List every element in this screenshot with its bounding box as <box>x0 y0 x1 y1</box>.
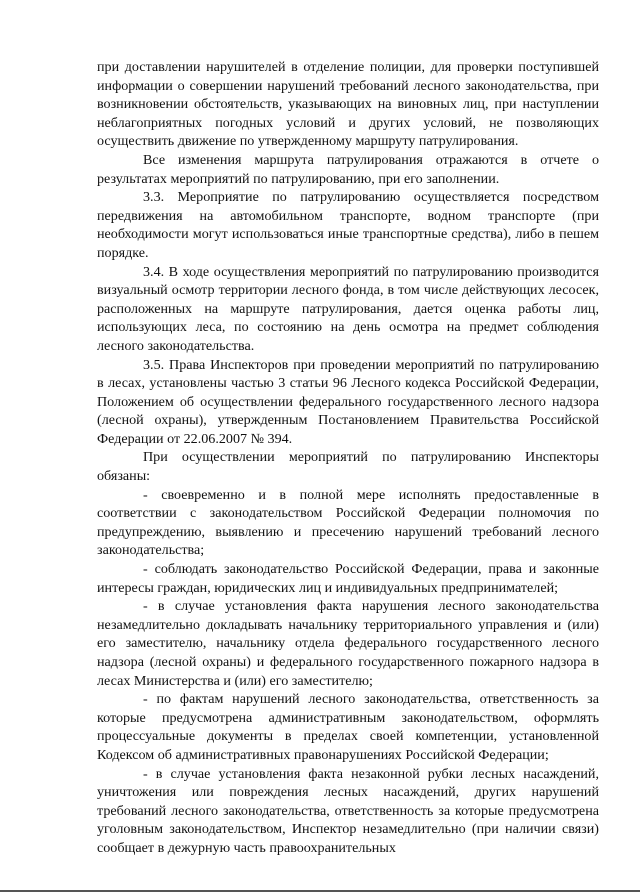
list-item-obligation-2: - соблюдать законодательство Российской Федерации, права и законные интересы граждан, юридических лиц и индивидуальных предпринимателей; <box>97 561 599 596</box>
list-item-obligation-5: - в случае установления факта незаконной рубки лесных насаждений, уничтожения или повреждения лесных насаждений, других нарушений требований лесного законодательства, ответственность за которые предусмотрена уголовным законодательством, Инспектор незамедлительно (при наличии связи) сообщает в дежурную часть правоохранительных <box>97 765 599 856</box>
paragraph-3-5: 3.5. Права Инспекторов при проведении мероприятий по патрулированию в лесах, установлены частью 3 статьи 96 Лесного кодекса Российской Федерации, Положением об осуществлении федерального государственного лесного надзора (лесной охраны), утвержденным Постановлением Правительства Российской Федерации от 22.06.2007 № 394. <box>97 356 599 447</box>
list-item-obligation-1: - своевременно и в полной мере исполнять предоставленные в соответствии с законодательством Российской Федерации полномочия по предупреждению, выявлению и пресечению нарушений требований лесного законодательства; <box>97 486 599 559</box>
list-item-obligation-3: - в случае установления факта нарушения лесного законодательства незамедлительно докладывать начальнику территориального управления и (или) его заместителю, начальнику отдела федерального государственного лесного надзора (лесной охраны) и федерального государственного пожарного надзора в лесах Министерства и (или) его заместителю; <box>97 598 599 689</box>
document-body <box>97 58 599 858</box>
paragraph-route-changes: Все изменения маршрута патрулирования отражаются в отчете о результатах мероприятий по патрулированию, при его заполнении. <box>97 151 599 187</box>
paragraph-3-4: 3.4. В ходе осуществления мероприятий по патрулированию производится визуальный осмотр территории лесного фонда, в том числе действующих лесосек, расположенных на маршруте патрулирования, дается оценка работы лиц, использующих леса, по состоянию на день осмотра на предмет соблюдения лесного законодательства. <box>97 263 599 354</box>
paragraph-continuation: при доставлении нарушителей в отделение полиции, для проверки поступившей информации о совершении нарушений требований лесного законодательства, при возникновении обстоятельств, указывающих на виновных лиц, при наступлении неблагоприятных погодных условий и других условий, не позволяющих осуществить движение по утвержденному маршруту патрулирования. <box>97 59 599 150</box>
paragraph-3-3: 3.3. Мероприятие по патрулированию осуществляется посредством передвижения на автомобильном транспорте, водном транспорте (при необходимости могут использоваться иные транспортные средства), либо в пешем порядке. <box>97 189 599 261</box>
paragraph-obligations-intro: При осуществлении мероприятий по патрулированию Инспекторы обязаны: <box>97 449 599 485</box>
scan-bottom-edge <box>0 890 640 892</box>
list-item-obligation-4: - по фактам нарушений лесного законодательства, ответственность за которые предусмотрена административным законодательством, оформлять процессуальные документы в пределах своей компетенции, установленной Кодексом об административных правонарушениях Российской Федерации; <box>97 691 599 763</box>
